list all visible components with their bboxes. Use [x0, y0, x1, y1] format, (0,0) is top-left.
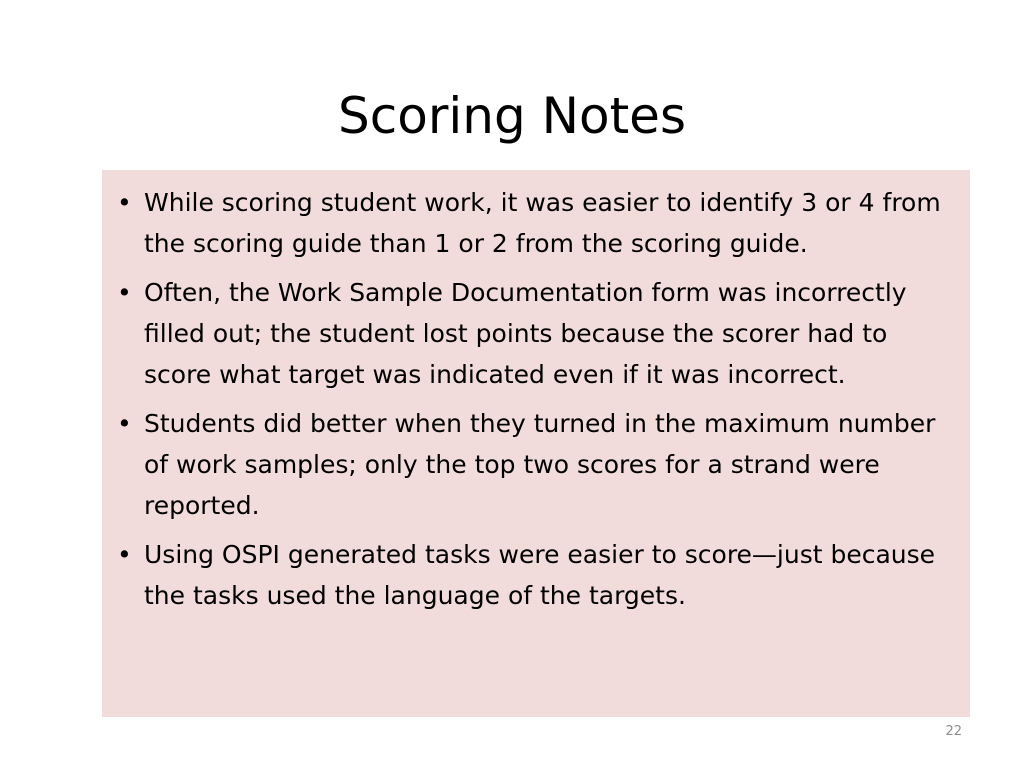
bullet-dot-icon: • — [117, 188, 132, 217]
bullet-text: Using OSPI generated tasks were easier to score—just because the tasks used the language of the targets. — [144, 540, 936, 610]
slide-title: Scoring Notes — [338, 87, 686, 145]
bullet-text: Students did better when they turned in the maximum number of work samples; only the top two scores for a strand were reported. — [144, 409, 936, 520]
slide-number: 22 — [945, 724, 962, 739]
bullet-item — [112, 272, 950, 395]
bullet-item — [112, 534, 950, 616]
bullet-dot-icon: • — [117, 278, 132, 307]
bullet-text: While scoring student work, it was easier to identify 3 or 4 from the scoring guide than 1 or 2 from the scoring guide. — [144, 188, 941, 258]
bullet-item — [112, 403, 950, 526]
bullet-item — [112, 182, 950, 264]
bullet-text: Often, the Work Sample Documentation form was incorrectly filled out; the student lost points because the scorer had to score what target was indicated even if it was incorrect. — [144, 278, 907, 389]
bullet-dot-icon: • — [117, 409, 132, 438]
bullet-dot-icon: • — [117, 540, 132, 569]
content-box — [102, 170, 970, 717]
bullet-list — [112, 182, 950, 616]
